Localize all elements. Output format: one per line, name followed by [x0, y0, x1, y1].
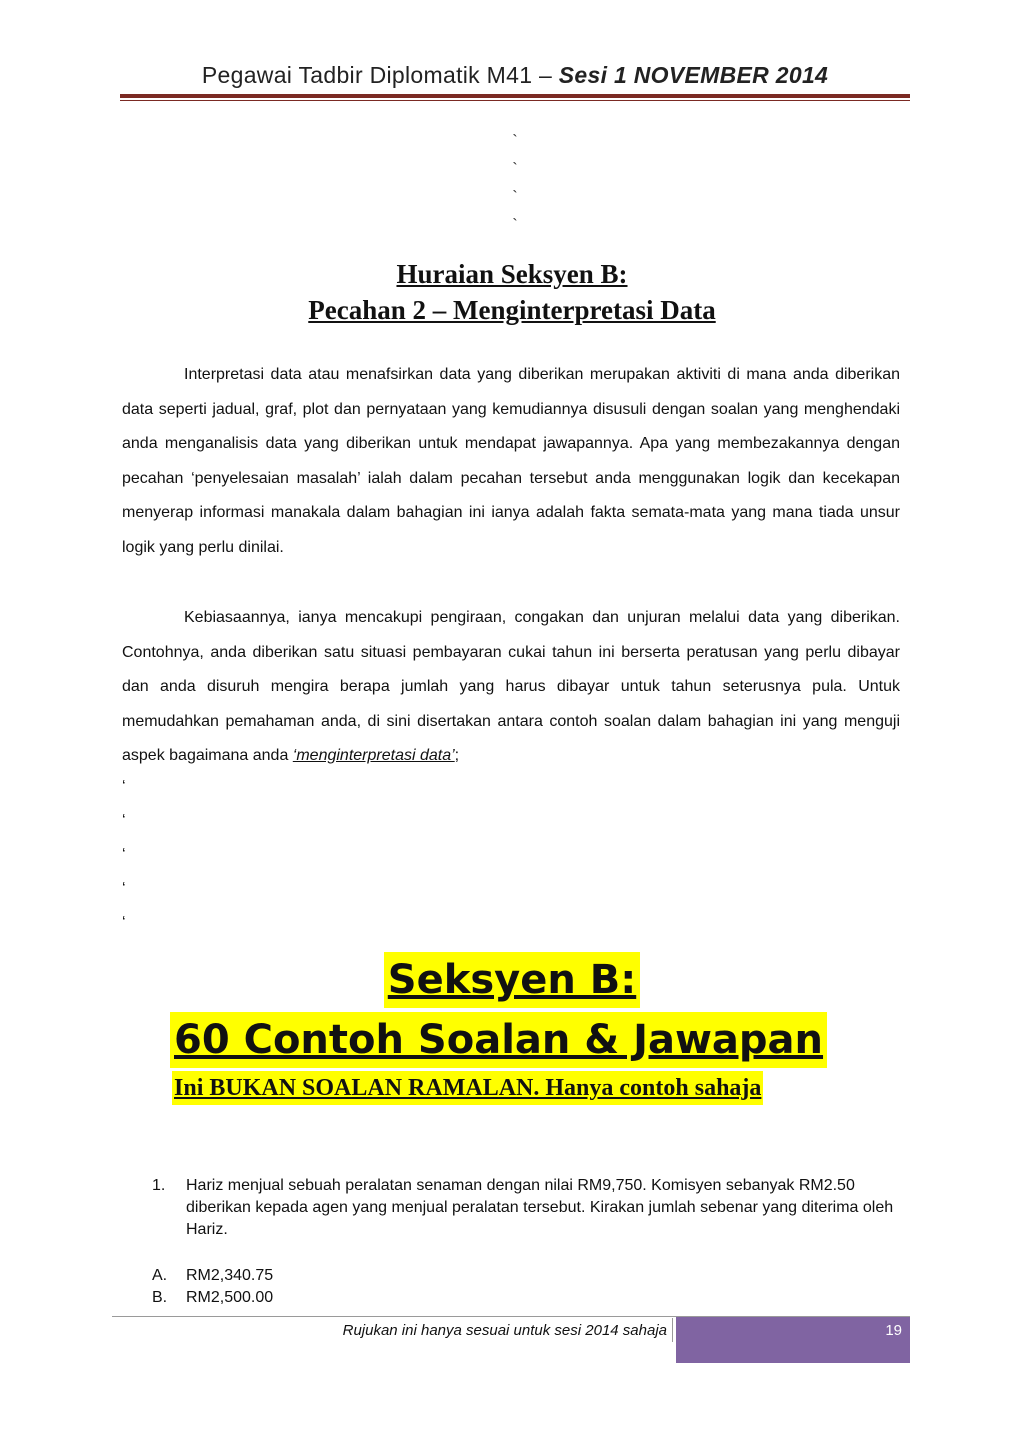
option-value: RM2,340.75	[186, 1267, 274, 1284]
section-heading-line1: Huraian Seksyen B:	[396, 259, 628, 289]
section-heading-line2: Pecahan 2 – Menginterpretasi Data	[308, 295, 716, 325]
stray-tick: ‘	[122, 778, 126, 795]
question-item	[152, 1175, 912, 1241]
stray-mark: `	[512, 133, 518, 150]
stray-tick: ‘	[122, 914, 126, 931]
header-rule-thin	[120, 100, 910, 101]
seksyen-note	[172, 1071, 763, 1105]
example-paragraph-suffix: ;	[454, 747, 460, 764]
answer-option	[152, 1287, 273, 1309]
intro-paragraph-text: Interpretasi data atau menafsirkan data yang diberikan merupakan aktiviti di mana anda diberikan data seperti jadual, graf, plot dan pernyataan yang kemudiannya disusuli dengan soalan yang menghendaki anda menganalisis data yang diberikan untuk mendapat jawapannya. Apa yang membezakannya dengan pecahan ‘penyelesaian masalah’ ialah dalam pecahan tersebut anda menggunakan logik dan kecekapan menyerap informasi manakala dalam bahagian ini ianya adalah fakta semata-mata yang mana tiada unsur logik yang perlu dinilai.	[122, 366, 900, 556]
header-title: Pegawai Tadbir Diplomatik M41 –	[201, 62, 559, 88]
example-paragraph-text: Kebiasaannya, ianya mencakupi pengiraan, congakan dan unjuran melalui data yang diberikan. Contohnya, anda diberikan satu situasi pembayaran cukai tahun ini berserta peratusan yang perlu dibayar dan anda disuruh mengira berapa jumlah yang harus dibayar untuk tahun seterusnya pula. Untuk memudahkan pemahaman anda, di sini disertakan antara contoh soalan dalam bahagian ini yang menguji aspek bagaimana anda	[122, 609, 900, 764]
header-rule-thick	[120, 94, 910, 98]
stray-mark: `	[512, 189, 518, 206]
interpret-data-link[interactable]: ‘menginterpretasi data’	[292, 747, 455, 764]
stray-tick: ‘	[122, 880, 126, 897]
answer-options	[152, 1265, 273, 1309]
answer-option	[152, 1265, 273, 1287]
seksyen-subtitle	[170, 1012, 827, 1068]
header-session: Sesi 1 NOVEMBER 2014	[558, 62, 829, 88]
seksyen-subtitle-text: 60 Contoh Soalan & Jawapan	[170, 1012, 827, 1068]
stray-mark: `	[512, 161, 518, 178]
example-paragraph	[122, 601, 900, 774]
footer-note: Rujukan ini hanya sesuai untuk sesi 2014 sahaja	[342, 1322, 667, 1339]
stray-tick: ‘	[122, 812, 126, 829]
seksyen-title-text: Seksyen B:	[384, 952, 640, 1008]
question-text: Hariz menjual sebuah peralatan senaman dengan nilai RM9,750. Komisyen sebanyak RM2.50 diberikan kepada agen yang menjual peralatan tersebut. Kirakan jumlah sebenar yang diterima oleh Hariz.	[186, 1177, 894, 1238]
seksyen-note-text: Ini BUKAN SOALAN RAMALAN. Hanya contoh sahaja	[172, 1071, 763, 1105]
page-header	[120, 62, 910, 89]
stray-mark: `	[512, 217, 518, 234]
intro-paragraph	[122, 358, 900, 565]
footer-divider	[672, 1318, 673, 1342]
stray-marks	[500, 128, 530, 240]
option-value: RM2,500.00	[186, 1289, 274, 1306]
section-heading	[120, 256, 904, 328]
option-label: B.	[152, 1289, 168, 1306]
question-number: 1.	[152, 1177, 166, 1194]
stray-ticks	[122, 770, 126, 940]
stray-tick: ‘	[122, 846, 126, 863]
option-label: A.	[152, 1267, 168, 1284]
page-number: 19	[885, 1322, 902, 1339]
seksyen-title	[0, 952, 1024, 1008]
